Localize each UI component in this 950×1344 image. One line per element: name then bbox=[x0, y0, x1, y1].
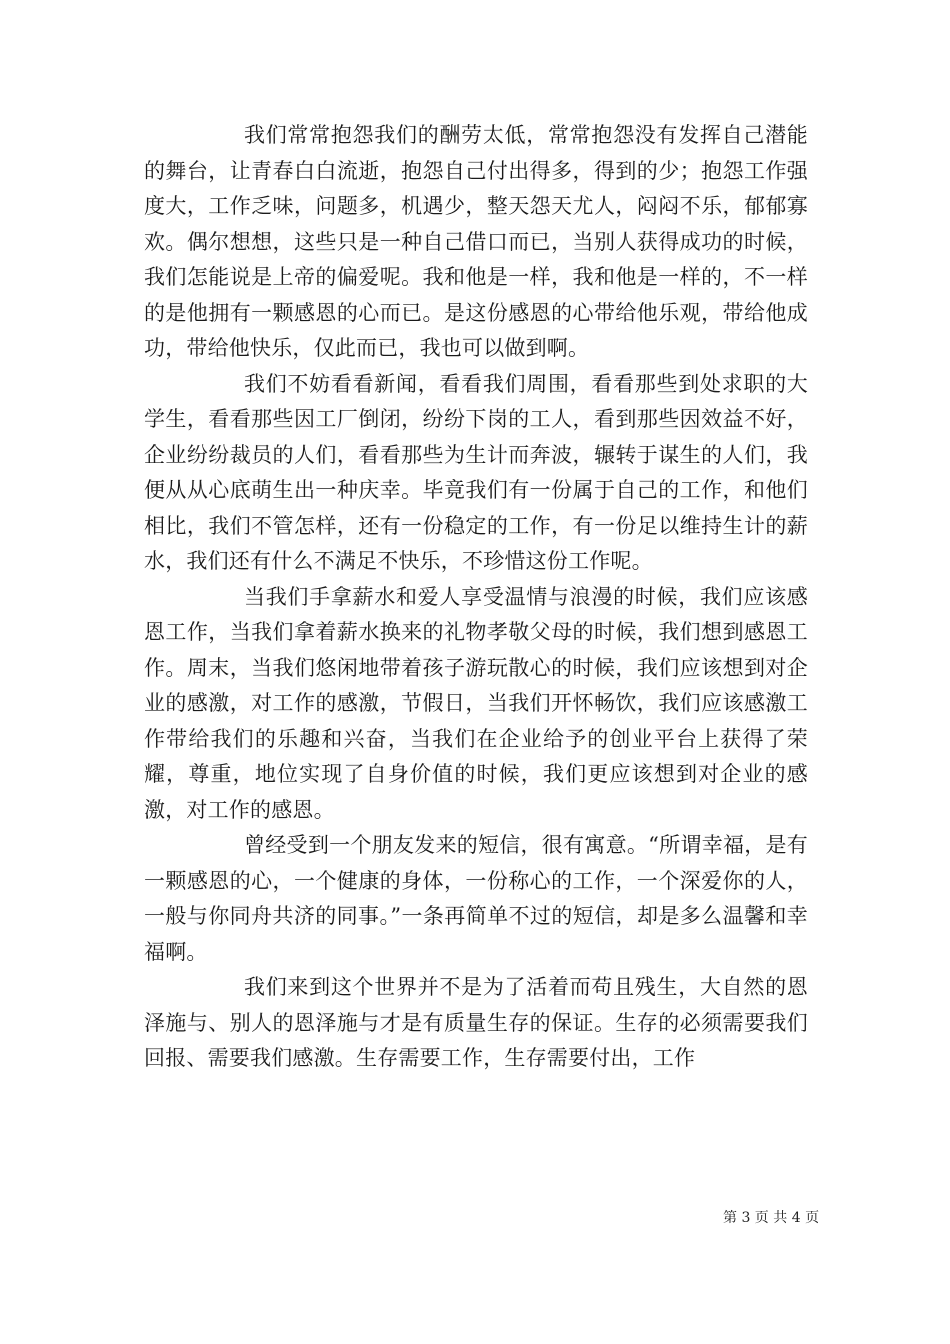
page-number: 第 3 页 共 4 页 bbox=[723, 1210, 820, 1226]
paragraph-2: 我们不妨看看新闻，看看我们周围，看看那些到处求职的大学生，看看那些因工厂倒闭，纷纷下岗的工人，看到那些因效益不好，企业纷纷裁员的人们，看看那些为生计而奔波，辗转于谋生的人们，我便从从心底萌生出一种庆幸。毕竟我们有一份属于自己的工作，和他们相比，我们不管怎样，还有一份稳定的工作，有一份足以维持生计的薪水，我们还有什么不满足不快乐，不珍惜这份工作呢。 bbox=[144, 371, 808, 573]
paragraph-3: 当我们手拿薪水和爱人享受温情与浪漫的时候，我们应该感恩工作，当我们拿着薪水换来的礼物孝敬父母的时候，我们想到感恩工作。周末，当我们悠闲地带着孩子游玩散心的时候，我们应该想到对企业的感激，对工作的感激，节假日，当我们开怀畅饮，我们应该感激工作带给我们的乐趣和兴奋，当我们在企业给予的创业平台上获得了荣耀，尊重，地位实现了自身价值的时候，我们更应该想到对企业的感激，对工作的感恩。 bbox=[144, 584, 808, 822]
paragraph-4: 曾经受到一个朋友发来的短信，很有寓意。“所谓幸福，是有一颗感恩的心，一个健康的身体，一份称心的工作，一个深爱你的人，一般与你同舟共济的同事。”一条再简单不过的短信，却是多么温馨和幸福啊。 bbox=[144, 833, 808, 964]
paragraph-5: 我们来到这个世界并不是为了活着而苟且残生，大自然的恩泽施与、别人的恩泽施与才是有质量生存的保证。生存的必须需要我们回报、需要我们感激。生存需要工作，生存需要付出，工作 bbox=[144, 975, 808, 1070]
paragraph-1: 我们常常抱怨我们的酬劳太低，常常抱怨没有发挥自己潜能的舞台，让青春白白流逝，抱怨自己付出得多，得到的少；抱怨工作强度大，工作乏味，问题多，机遇少，整天怨天尤人，闷闷不乐，郁郁寡欢。偶尔想想，这些只是一种自己借口而已，当别人获得成功的时候，我们怎能说是上帝的偏爱呢。我和他是一样，我和他是一样的，不一样的是他拥有一颗感恩的心而已。是这份感恩的心带给他乐观，带给他成功，带给他快乐，仅此而已，我也可以做到啊。 bbox=[144, 123, 808, 360]
document-body bbox=[144, 118, 808, 1077]
